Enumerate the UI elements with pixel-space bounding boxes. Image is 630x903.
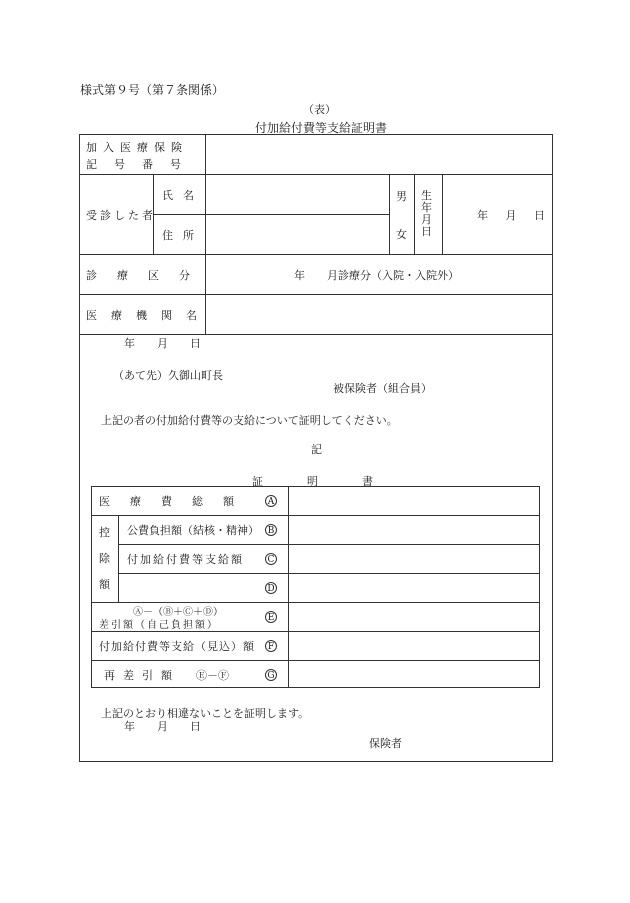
column-divider bbox=[288, 486, 289, 688]
resashihiki-amount-field[interactable] bbox=[290, 662, 538, 687]
kojo-char: 控 bbox=[99, 526, 110, 539]
column-divider bbox=[414, 174, 415, 254]
sashihiki-label: 差引額（自己負担額） bbox=[99, 620, 219, 631]
mark-b: B bbox=[265, 524, 277, 536]
address-label: 住所 bbox=[162, 229, 204, 242]
ki-label: 記 bbox=[311, 443, 322, 456]
row-divider bbox=[91, 631, 540, 632]
address-field[interactable] bbox=[207, 216, 387, 252]
public-amount-field[interactable] bbox=[290, 517, 538, 543]
mark-g: G bbox=[265, 669, 277, 681]
row-divider bbox=[153, 214, 389, 215]
row-divider bbox=[79, 254, 553, 255]
certificate-heading: 証明書 bbox=[252, 475, 417, 488]
certify-text: 上記のとおり相違ないことを証明します。 bbox=[101, 707, 310, 720]
public-expense-label: 公費負担額（結核・精神） bbox=[127, 524, 259, 537]
column-divider bbox=[118, 515, 119, 602]
total-amount-field[interactable] bbox=[290, 488, 538, 514]
birth-char: 月 bbox=[421, 213, 432, 226]
other-deduction-field[interactable] bbox=[290, 575, 538, 601]
resashihiki-label: 再差引額 bbox=[104, 669, 180, 682]
sashihiki-formula: Ⓐ－（Ⓑ＋Ⓒ＋Ⓓ） bbox=[133, 607, 223, 618]
column-divider bbox=[389, 174, 390, 254]
insurance-label: 加入医療保険 bbox=[86, 141, 188, 154]
name-label: 氏名 bbox=[162, 189, 204, 202]
column-divider bbox=[442, 174, 443, 254]
resashihiki-formula: Ⓔ－Ⓕ bbox=[196, 669, 229, 682]
birth-date-field[interactable]: 年 月 日 bbox=[477, 209, 545, 222]
birth-date-label bbox=[421, 190, 432, 238]
additional-benefit-label: 付加給付費等支給額 bbox=[127, 553, 244, 566]
addressee: （あて先）久御山町長 bbox=[113, 369, 223, 382]
total-label: 医療費総額 bbox=[99, 495, 254, 508]
insurer-label: 保険者 bbox=[369, 737, 402, 750]
sashihiki-amount-field[interactable] bbox=[290, 604, 538, 630]
row-divider bbox=[91, 515, 540, 516]
birth-char: 日 bbox=[421, 225, 432, 238]
request-date[interactable]: 年 月 日 bbox=[124, 337, 201, 350]
insurance-number-field[interactable] bbox=[207, 136, 553, 175]
category-value[interactable]: 年 月診療分（入院・入院外） bbox=[294, 269, 459, 282]
female-option[interactable]: 女 bbox=[396, 228, 407, 241]
mark-a: A bbox=[265, 495, 277, 507]
page-title: 付加給付費等支給証明書 bbox=[255, 121, 388, 135]
form-number: 様式第９号（第７条関係） bbox=[80, 83, 225, 97]
category-label: 診療区分 bbox=[86, 269, 210, 282]
kojo-char: 額 bbox=[99, 578, 110, 591]
row-divider bbox=[118, 573, 540, 574]
additional-amount-field[interactable] bbox=[290, 546, 538, 572]
mark-f: F bbox=[265, 640, 277, 652]
patient-label: 受診した者 bbox=[86, 209, 156, 222]
male-option[interactable]: 男 bbox=[396, 190, 407, 203]
estimate-label: 付加給付費等支給（見込）額 bbox=[99, 640, 255, 653]
name-field[interactable] bbox=[207, 176, 387, 212]
estimate-amount-field[interactable] bbox=[290, 633, 538, 659]
mark-e: E bbox=[265, 611, 277, 623]
side-label: （表） bbox=[303, 103, 336, 116]
request-text: 上記の者の付加給付費等の支給について証明してください。 bbox=[101, 414, 398, 427]
institution-label: 医療機関名 bbox=[86, 309, 211, 322]
row-divider bbox=[91, 660, 540, 661]
institution-field[interactable] bbox=[207, 296, 551, 332]
mark-d: D bbox=[265, 582, 277, 594]
row-divider bbox=[79, 294, 553, 295]
mark-c: C bbox=[265, 553, 277, 565]
column-divider bbox=[205, 134, 206, 334]
kojo-char: 除 bbox=[99, 552, 110, 565]
birth-char: 生 bbox=[421, 189, 432, 202]
insured-label: 被保険者（組合員） bbox=[333, 382, 432, 395]
insurance-number-label: 記号番号 bbox=[86, 158, 198, 171]
birth-char: 年 bbox=[421, 201, 432, 214]
row-divider bbox=[118, 544, 540, 545]
certify-date[interactable]: 年 月 日 bbox=[124, 720, 201, 733]
kojo-label bbox=[99, 524, 110, 592]
